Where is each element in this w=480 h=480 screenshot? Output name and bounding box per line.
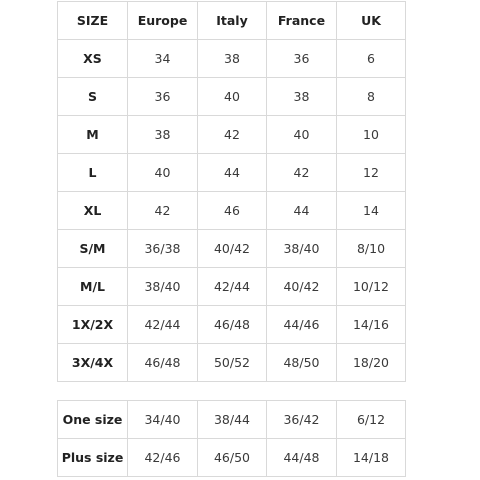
europe-cell: 34/40	[128, 401, 198, 439]
uk-cell: 10	[337, 116, 406, 154]
europe-cell: 34	[128, 40, 198, 78]
table-row	[58, 344, 406, 382]
uk-cell: 14/18	[337, 439, 406, 477]
europe-cell: 38	[128, 116, 198, 154]
size-label: L	[58, 154, 128, 192]
uk-cell: 8/10	[337, 230, 406, 268]
size-label: XL	[58, 192, 128, 230]
table-row	[58, 40, 406, 78]
size-label: M	[58, 116, 128, 154]
uk-cell: 12	[337, 154, 406, 192]
header-italy: Italy	[198, 2, 267, 40]
table-row	[58, 192, 406, 230]
uk-cell: 18/20	[337, 344, 406, 382]
europe-cell: 38/40	[128, 268, 198, 306]
italy-cell: 44	[198, 154, 267, 192]
france-cell: 44/46	[267, 306, 337, 344]
france-cell: 36/42	[267, 401, 337, 439]
header-europe: Europe	[128, 2, 198, 40]
uk-cell: 6	[337, 40, 406, 78]
europe-cell: 40	[128, 154, 198, 192]
italy-cell: 38	[198, 40, 267, 78]
italy-cell: 46/50	[198, 439, 267, 477]
size-label: Plus size	[58, 439, 128, 477]
europe-cell: 42/46	[128, 439, 198, 477]
italy-cell: 46	[198, 192, 267, 230]
uk-cell: 14	[337, 192, 406, 230]
table-row	[58, 439, 406, 477]
table-row	[58, 230, 406, 268]
europe-cell: 42/44	[128, 306, 198, 344]
europe-cell: 46/48	[128, 344, 198, 382]
size-label: 3X/4X	[58, 344, 128, 382]
table-row	[58, 78, 406, 116]
header-size: SIZE	[58, 2, 128, 40]
italy-cell: 40	[198, 78, 267, 116]
table-row	[58, 306, 406, 344]
size-label: XS	[58, 40, 128, 78]
france-cell: 42	[267, 154, 337, 192]
italy-cell: 40/42	[198, 230, 267, 268]
table-row	[58, 268, 406, 306]
uk-cell: 10/12	[337, 268, 406, 306]
europe-cell: 42	[128, 192, 198, 230]
france-cell: 44/48	[267, 439, 337, 477]
italy-cell: 38/44	[198, 401, 267, 439]
france-cell: 48/50	[267, 344, 337, 382]
france-cell: 40/42	[267, 268, 337, 306]
france-cell: 38/40	[267, 230, 337, 268]
size-label: M/L	[58, 268, 128, 306]
italy-cell: 46/48	[198, 306, 267, 344]
size-label: 1X/2X	[58, 306, 128, 344]
italy-cell: 42	[198, 116, 267, 154]
size-label: One size	[58, 401, 128, 439]
uk-cell: 14/16	[337, 306, 406, 344]
france-cell: 40	[267, 116, 337, 154]
size-chart-table	[57, 1, 406, 382]
table-row	[58, 154, 406, 192]
header-uk: UK	[337, 2, 406, 40]
europe-cell: 36/38	[128, 230, 198, 268]
header-row	[58, 2, 406, 40]
france-cell: 44	[267, 192, 337, 230]
france-cell: 38	[267, 78, 337, 116]
size-label: S/M	[58, 230, 128, 268]
table-row	[58, 401, 406, 439]
italy-cell: 50/52	[198, 344, 267, 382]
uk-cell: 8	[337, 78, 406, 116]
europe-cell: 36	[128, 78, 198, 116]
table-row	[58, 116, 406, 154]
header-france: France	[267, 2, 337, 40]
uk-cell: 6/12	[337, 401, 406, 439]
italy-cell: 42/44	[198, 268, 267, 306]
size-label: S	[58, 78, 128, 116]
universal-size-table	[57, 400, 406, 477]
france-cell: 36	[267, 40, 337, 78]
